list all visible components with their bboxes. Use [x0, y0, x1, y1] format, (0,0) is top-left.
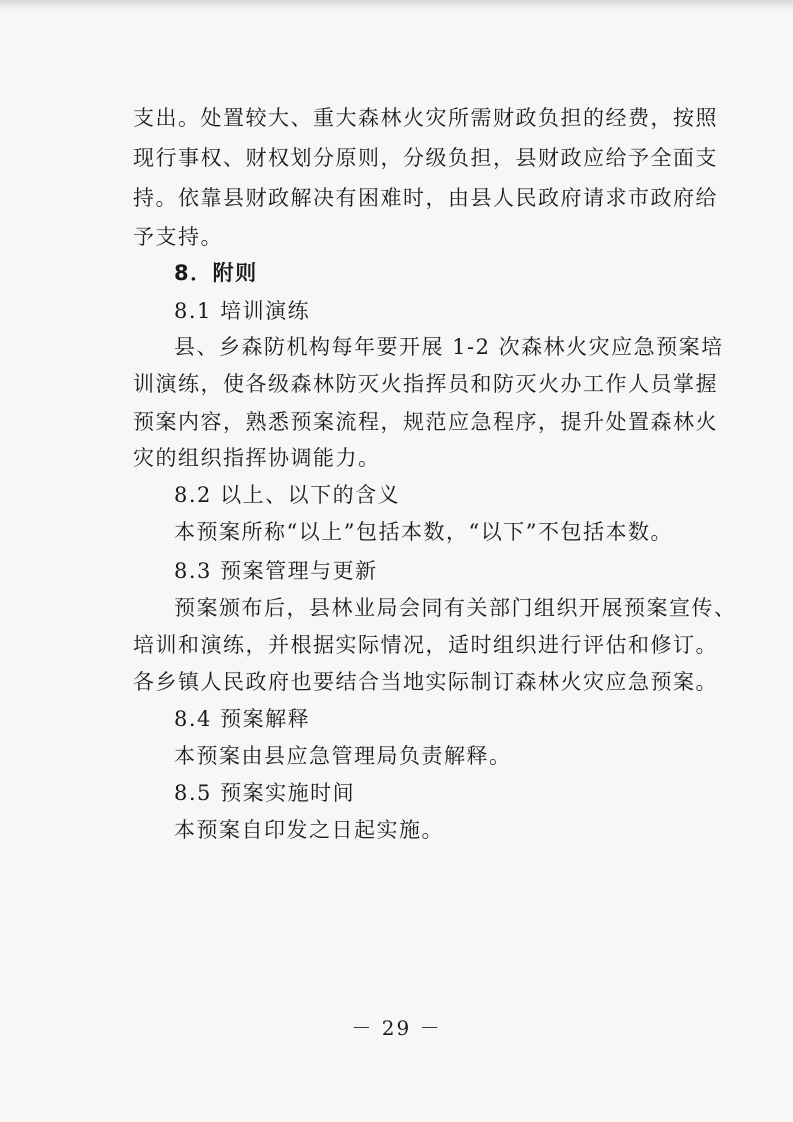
page-number: － 29 － — [351, 1016, 442, 1040]
subsection-heading: 8.3 预案管理与更新 — [174, 559, 378, 583]
paragraph-line: 本预案所称“以上”包括本数，“以下”不包括本数。 — [174, 520, 673, 544]
subsection-heading: 8.2 以上、以下的含义 — [174, 483, 401, 507]
paragraph-line: 县、乡森防机构每年要开展 1-2 次森林火灾应急预案培 — [174, 335, 724, 359]
paragraph-line: 持。依靠县财政解决有困难时，由县人民政府请求市政府给 — [133, 186, 718, 210]
paragraph-line: 预案颁布后，县林业局会同有关部门组织开展预案宣传、 — [174, 596, 737, 620]
scan-edge — [0, 0, 793, 10]
paragraph-line: 现行事权、财权划分原则，分级负担，县财政应给予全面支 — [133, 146, 718, 170]
paragraph-line: 本预案由县应急管理局负责解释。 — [174, 744, 512, 768]
paragraph-line: 本预案自印发之日起实施。 — [174, 818, 444, 842]
paragraph-line: 灾的组织指挥协调能力。 — [133, 446, 381, 470]
paragraph-line: 予支持。 — [133, 225, 223, 249]
subsection-heading: 8.1 培训演练 — [174, 299, 311, 323]
paragraph-line: 各乡镇人民政府也要结合当地实际制订森林火灾应急预案。 — [133, 670, 718, 694]
paragraph-line: 预案内容，熟悉预案流程，规范应急程序，提升处置森林火 — [133, 410, 718, 434]
paragraph-line: 训演练，使各级森林防灭火指挥员和防灭火办工作人员掌握 — [133, 372, 718, 396]
subsection-heading: 8.5 预案实施时间 — [174, 781, 356, 805]
subsection-heading: 8.4 预案解释 — [174, 707, 311, 731]
paragraph-line: 支出。处置较大、重大森林火灾所需财政负担的经费，按照 — [133, 106, 718, 130]
paragraph-line: 培训和演练，并根据实际情况，适时组织进行评估和修订。 — [133, 633, 718, 657]
section-heading: 8．附则 — [174, 261, 258, 285]
